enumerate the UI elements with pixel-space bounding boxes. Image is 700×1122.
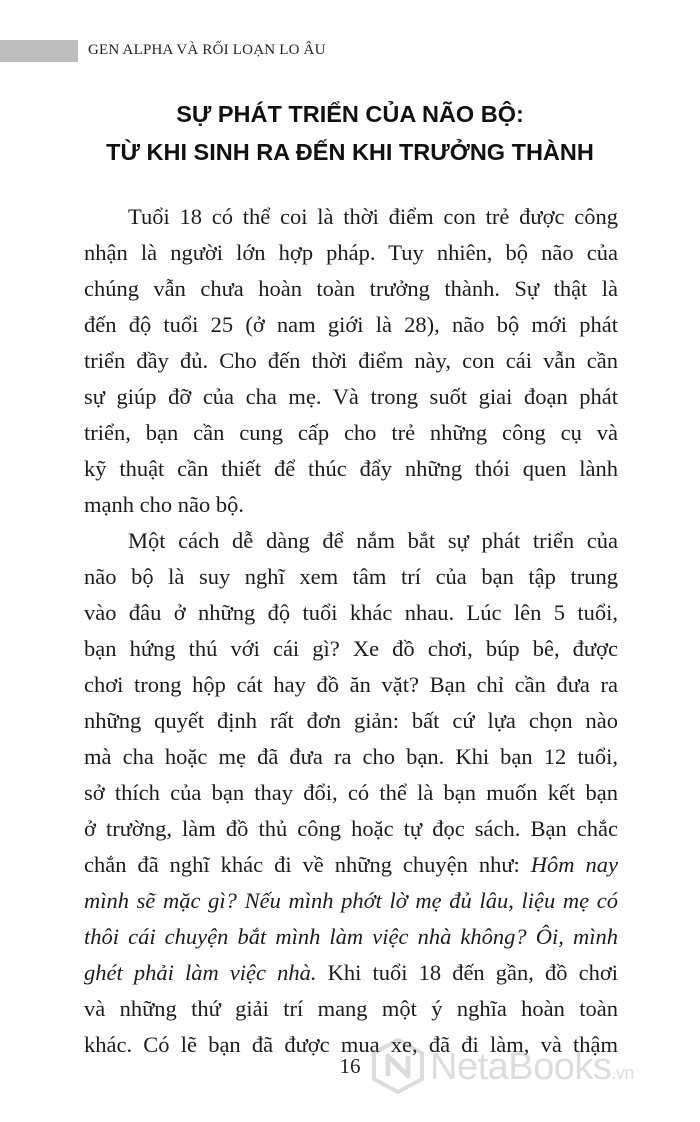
- italic-run: Hôm nay: [530, 852, 619, 877]
- text-line: Tuổi 18 có thể coi là thời điểm con trẻ được công: [128, 204, 618, 229]
- text-line: sở thích của bạn thay đổi, có thể là bạn muốn kết bạn: [84, 780, 618, 805]
- chapter-title-line-1: SỰ PHÁT TRIỂN CỦA NÃO BỘ:: [176, 101, 524, 127]
- text-line: nhận là người lớn hợp pháp. Tuy nhiên, bộ não của: [84, 240, 618, 265]
- italic-run: thôi cái chuyện bắt mình làm việc nhà không? Ôi, mình: [84, 924, 618, 949]
- text-line: và những thứ giải trí mang một ý nghĩa hoàn toàn: [84, 996, 618, 1021]
- text-run: chắn đã nghĩ khác đi về những chuyện như:: [84, 852, 531, 877]
- watermark-text: [430, 1046, 634, 1089]
- text-line: những quyết định rất đơn giản: bất cứ lựa chọn nào: [84, 708, 618, 733]
- text-line: mạnh cho não bộ.: [84, 492, 244, 517]
- text-line-mixed: [84, 960, 618, 986]
- watermark-suffix: .vn: [611, 1063, 634, 1083]
- text-line-mixed: [84, 852, 618, 878]
- text-line-italic: [84, 888, 618, 914]
- text-line: bạn hứng thú với cái gì? Xe đồ chơi, búp bê, được: [84, 636, 618, 661]
- text-line: mà cha hoặc mẹ đã đưa ra cho bạn. Khi bạn 12 tuổi,: [84, 744, 618, 769]
- italic-run: mình sẽ mặc gì? Nếu mình phớt lờ mẹ đủ lâu, liệu mẹ có: [84, 888, 618, 913]
- italic-run: ghét phải làm việc nhà.: [84, 960, 317, 985]
- text-line: chơi trong hộp cát hay đồ ăn vặt? Bạn chỉ cần đưa ra: [84, 672, 618, 697]
- watermark: [370, 1036, 700, 1096]
- watermark-brand: NetaBooks: [430, 1046, 612, 1088]
- text-line: triển, bạn cần cung cấp cho trẻ những công cụ và: [84, 420, 618, 445]
- text-line: vào đâu ở những độ tuổi khác nhau. Lúc lên 5 tuổi,: [84, 600, 618, 625]
- text-run: Khi tuổi 18 đến gần, đồ chơi: [316, 960, 618, 985]
- text-line: đến độ tuổi 25 (ở nam giới là 28), não bộ mới phát: [84, 312, 618, 337]
- header-decor-bar: [0, 40, 78, 62]
- text-line: Một cách dễ dàng để nắm bắt sự phát triển của: [128, 528, 618, 553]
- text-line: sự giúp đỡ của cha mẹ. Và trong suốt giai đoạn phát: [84, 384, 618, 409]
- running-header: GEN ALPHA VÀ RỐI LOẠN LO ÂU: [88, 42, 326, 58]
- text-line: triển đầy đủ. Cho đến thời điểm này, con cái vẫn cần: [84, 348, 618, 373]
- text-line-italic: [84, 924, 618, 950]
- netabooks-logo-icon: [370, 1036, 426, 1096]
- text-line: chúng vẫn chưa hoàn toàn trưởng thành. Sự thật là: [84, 276, 618, 301]
- text-line: kỹ thuật cần thiết để thúc đẩy những thói quen lành: [84, 456, 618, 481]
- text-line: khác. Có lẽ bạn đã được mua xe, đã đi làm, và thậm: [84, 1032, 618, 1057]
- text-line: não bộ là suy nghĩ xem tâm trí của bạn tập trung: [84, 564, 618, 589]
- page-number: 16: [339, 1054, 361, 1078]
- text-line: ở trường, làm đồ thủ công hoặc tự đọc sách. Bạn chắc: [84, 816, 618, 841]
- chapter-title-line-2: TỪ KHI SINH RA ĐẾN KHI TRƯỞNG THÀNH: [106, 139, 594, 165]
